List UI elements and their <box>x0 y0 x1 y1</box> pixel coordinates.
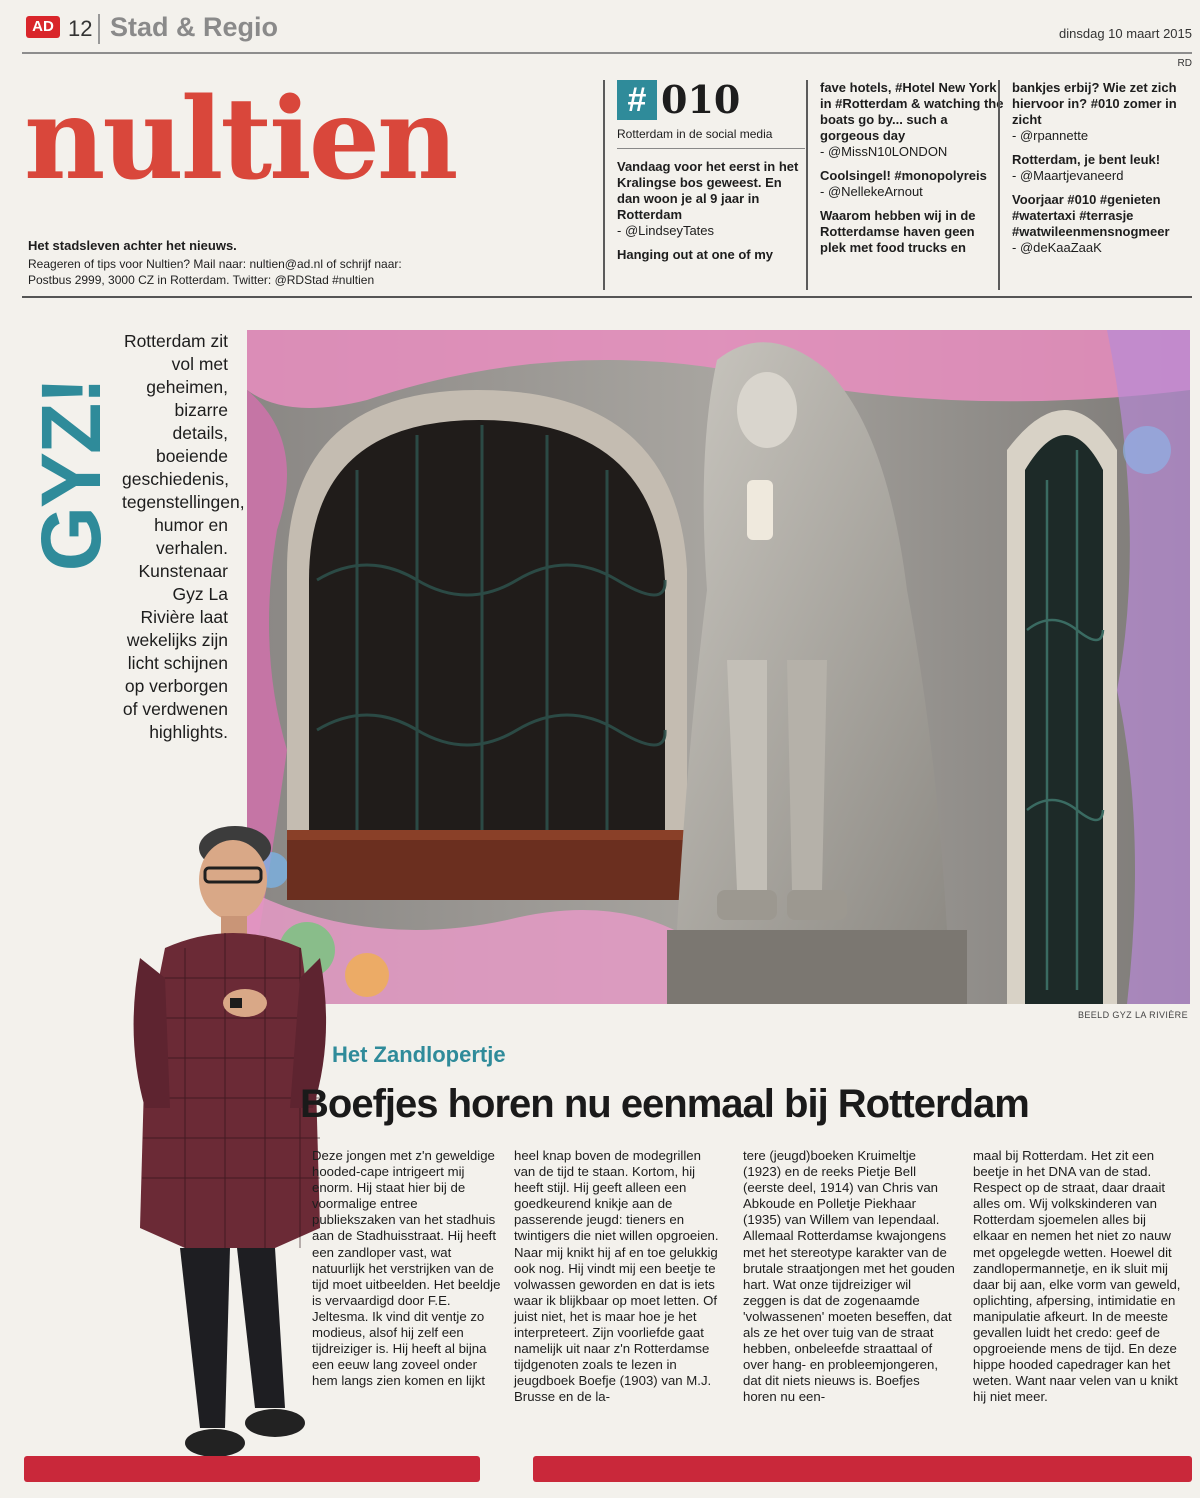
social-post <box>617 159 805 239</box>
social-post <box>820 80 1004 160</box>
post-text: Waarom hebben wij in de Rotterdamse haven geen plek met food trucks en <box>820 208 976 255</box>
social-media-block <box>603 77 1193 294</box>
article-column-2: heel knap boven de modegrillen van de tijd te staan. Kortom, hij heeft stijl. Hij geeft alleen een goedkeurend knikje aan de passerende jeugd: tieners en twintigers die niet willen opgroeien. Naar mij knikt hij af en toe gelukkig ook nog. Hij vindt mij een beetje te volwassen geworden en dat is iets waar ik blijkbaar op moet letten. Of juist niet, het is maar hoe je het interpreteert. Zijn voorliefde gaat namelijk uit naar z'n Rotterdamse tijdgenoten zoals te lezen in jeugdboek Boefje (1903) van M.J. Brusse en de la- <box>514 1148 719 1405</box>
author-portrait <box>125 808 335 1473</box>
footer-bar-right <box>533 1456 1192 1482</box>
gyz-intro: Rotterdam zit vol met geheimen, bizarre details, boeiende geschiedenis, tegenstellingen, humor en verhalen. Kunstenaar Gyz La Rivière laat wekelijks zijn licht schijnen op verborgen of verdwenen highlights. <box>122 331 245 742</box>
post-text: Rotterdam, je bent leuk! <box>1012 152 1161 167</box>
edition-code: RD <box>1177 58 1192 69</box>
hashtag-title: 010 <box>661 77 741 122</box>
social-post <box>1012 80 1193 144</box>
page-number: 12 <box>68 16 93 41</box>
post-author: - @Maartjevaneerd <box>1012 168 1124 183</box>
post-text: fave hotels, #Hotel New York in #Rotterdam & watching the boats go by... such a gorgeous day <box>820 80 1004 143</box>
hashtag-header <box>617 77 805 122</box>
masthead <box>24 70 599 296</box>
masthead-tagline: Het stadsleven achter het nieuws. <box>28 238 237 253</box>
hashtag-badge: # <box>617 80 657 120</box>
gyz-logo <box>24 324 118 606</box>
post-author: - @LindseyTates <box>617 223 715 238</box>
footer-bar-left <box>24 1456 480 1482</box>
post-author: - @MissN10LONDON <box>820 144 948 159</box>
article-column-3: tere (jeugd)boeken Kruimeltje (1923) en de reeks Pietje Bell (eerste deel, 1914) van Chris van Abkoude en Polletje Piekhaar (1935) van Willem van Iependaal. Allemaal Rotterdamse kwajongens met het stereotype karakter van de brutale straatjongen met het gouden hart. Wat onze tijdreiziger wil zeggen is dat de zogenaamde 'volwassenen' moeten beseffen, dat als ze het over tuig van de straat hebben, onbeleefde straattaal of over hang- en probleemjongeren, dat dit niets nieuws is. Boefjes horen nu een- <box>743 1148 955 1405</box>
social-post <box>1012 152 1193 184</box>
article-column-4: maal bij Rotterdam. Het zit een beetje in het DNA van de stad. Respect op de straat, daar draait alles om. Wij volkskinderen van Rotterdam sjoemelen alles bij elkaar en nemen het niet zo nauw met opgelegde wetten. Hoewel dit zandlopermannetje, en ik sluit mij daar bij aan, elke vorm van geweld, oplichting, afpersing, intimidatie en manipulatie afkeurt. In de meeste gevallen luidt het credo: geef de opgroeiende mens de tijd. En deze hippe hooded capedrager kan het weten. Want naar velen van u knikt hij niet meer. <box>973 1148 1181 1405</box>
post-text: Voorjaar #010 #genieten #watertaxi #terrasje #watwileenmensnogmeer <box>1012 192 1170 239</box>
issue-date: dinsdag 10 maart 2015 <box>1059 26 1192 41</box>
article-headline: Boefjes horen nu eenmaal bij Rotterdam <box>300 1082 1029 1126</box>
social-column-2 <box>806 80 1004 290</box>
post-text: Hanging out at one of my <box>617 247 773 262</box>
post-text: Coolsingel! #monopolyreis <box>820 168 987 183</box>
masthead-title: nultien <box>24 74 456 205</box>
gyz-logo-text: GYZ! <box>24 378 118 572</box>
ad-logo: AD <box>26 16 60 38</box>
header-divider <box>98 14 100 44</box>
social-post <box>1012 192 1193 256</box>
article-kicker: Het Zandlopertje <box>332 1042 506 1067</box>
social-post <box>820 168 1004 200</box>
statue-photo <box>247 330 1190 1004</box>
photo-credit: BEELD GYZ LA RIVIÈRE <box>1077 1010 1188 1020</box>
article-column-1: Deze jongen met z'n geweldige hooded-cape intrigeert mij enorm. Hij staat hier bij de voormalige entree publiekszaken van het stadhuis aan de Stadhuisstraat. Hij heeft een zandloper vast, wat natuurlijk het verstrijken van de tijd moet uitbeelden. Het beeldje is vervaardigd door F.E. Jeltesma. Ik vind dit ventje zo modieus, alsof hij zelf een tijdreiziger is. Hij heeft al bijna een eeuw lang zoveel onder hem langs zien komen en lijkt <box>312 1148 501 1389</box>
post-text: bankjes erbij? Wie zet zich hiervoor in? #010 zomer in zicht <box>1012 80 1177 127</box>
hashtag-subtitle: Rotterdam in de social media <box>617 126 805 149</box>
post-text: Vandaag voor het eerst in het Kralingse bos geweest. En dan woon je al 9 jaar in Rotterdam <box>617 159 799 222</box>
page-header <box>22 10 1192 54</box>
statue-photo-illustration <box>247 330 1190 1004</box>
section-divider <box>22 296 1192 298</box>
masthead-contact: Reageren of tips voor Nultien? Mail naar: nultien@ad.nl of schrijf naar: Postbus 2999, 3000 CZ in Rotterdam. Twitter: @RDStad #nultien <box>28 257 402 287</box>
social-post <box>617 247 805 263</box>
social-column-1 <box>603 77 805 290</box>
post-author: - @deKaaZaaK <box>1012 240 1102 255</box>
section-title: Stad & Regio <box>110 12 279 42</box>
post-author: - @rpannette <box>1012 128 1089 143</box>
post-author: - @NellekeArnout <box>820 184 923 199</box>
social-column-3 <box>998 80 1193 290</box>
social-post <box>820 208 1004 256</box>
